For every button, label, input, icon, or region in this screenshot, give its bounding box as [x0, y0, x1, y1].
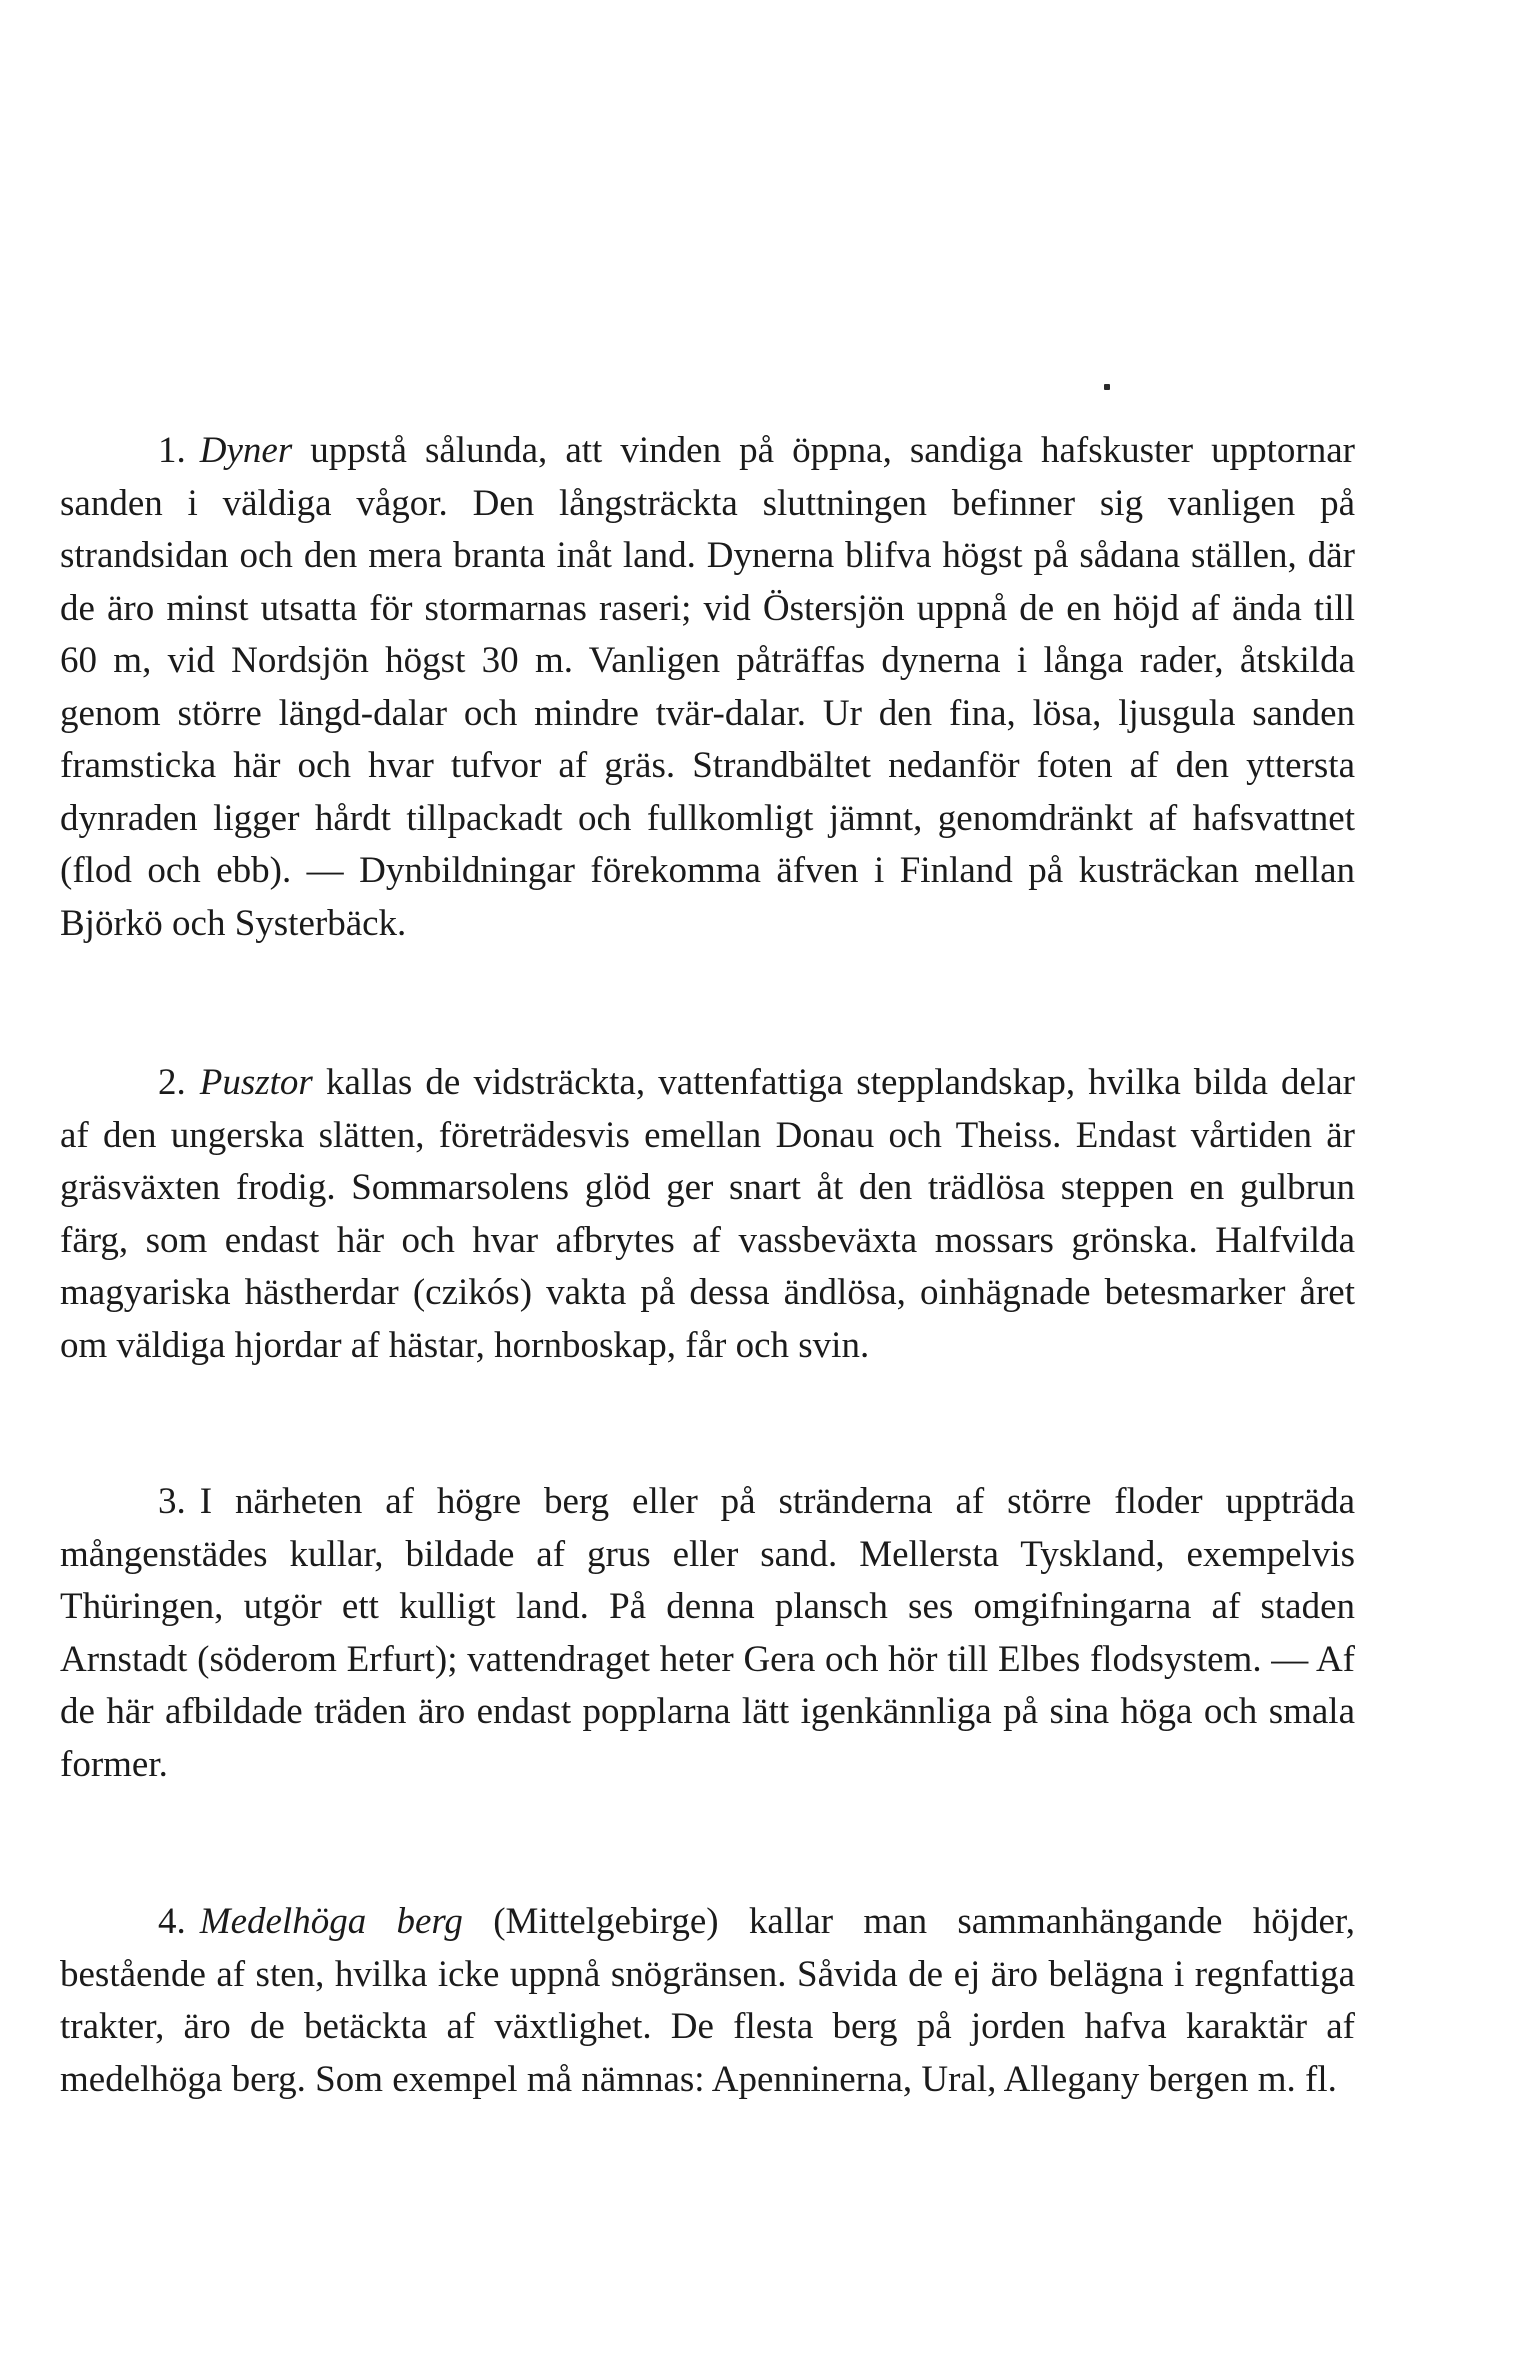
section-text: kallas de vidsträckta, vattenfattiga stepplandskap, hvilka bilda delar af den ungerska slätten, företrädesvis emellan Donau och Theiss. Endast vårtiden är gräsväxten frodig. Sommarsolens glöd ger snart åt den trädlösa steppen en gulbrun färg, som endast här och hvar afbrytes af vassbeväxta mossars grönska. Halfvilda magyariska hästherdar (czikós) vakta på dessa ändlösa, oinhägnade betesmarker året om väldiga hjordar af hästar, hornboskap, får och svin. [60, 1062, 1356, 1366]
section-text: uppstå sålunda, att vinden på öppna, sandiga hafskuster upptornar sanden i väldiga vågor. Den långsträckta sluttningen befinner sig vanligen på strandsidan och den mera branta inåt land. Dynerna blifva högst på sådana ställen, där de äro minst utsatta för stormarnas raseri; vid Östersjön uppnå de en höjd af ända till 60 m, vid Nordsjön högst 30 m. Vanligen påträffas dynerna i långa rader, åtskilda genom större längd-dalar och mindre tvär-dalar. Ur den fina, lösa, ljusgula sanden framsticka här och hvar tufvor af gräs. Strandbältet nedanför foten af den yttersta dynraden ligger hårdt tillpackadt och fullkomligt jämnt, genomdränkt af hafsvattnet (flod och ebb). — Dynbildningar förekomma äfven i Finland på kusträckan mellan Björkö och Systerbäck. [60, 430, 1355, 944]
section-term: Pusztor [199, 1062, 313, 1103]
section-number: 1. [158, 430, 186, 471]
section-text: I närheten af högre berg eller på stränderna af större floder uppträda mångenstädes kullar, bildade af grus eller sand. Mellersta Tyskland, exempelvis Thüringen, utgör ett kulligt land. På denna plansch ses omgifningarna af staden Arnstadt (söderom Erfurt); vattendraget heter Gera och hör till Elbes flodsystem. — Af de här afbildade träden äro endast popplarna lätt igenkännliga på sina höga och smala former. [60, 1481, 1355, 1785]
section-4-paragraph [60, 1896, 1355, 2106]
section-3-paragraph [60, 1476, 1355, 1791]
section-number: 4. [158, 1901, 186, 1942]
print-speck [1104, 384, 1110, 390]
section-2-paragraph [60, 1057, 1355, 1372]
section-1-paragraph [60, 425, 1355, 950]
section-text: (Mittelgebirge) kallar man sammanhängande höjder, bestående af sten, hvilka icke uppnå snögränsen. Såvida de ej äro belägna i regnfattiga trakter, äro de betäckta af växtlighet. De flesta berg på jorden hafva karaktär af medelhöga berg. Som exempel må nämnas: Apenninerna, Ural, Allegany bergen m. fl. [60, 1901, 1355, 2100]
section-number: 3. [158, 1481, 186, 1522]
section-term: Dyner [199, 430, 293, 471]
section-number: 2. [158, 1062, 186, 1103]
section-term: Medelhöga berg [199, 1901, 463, 1942]
